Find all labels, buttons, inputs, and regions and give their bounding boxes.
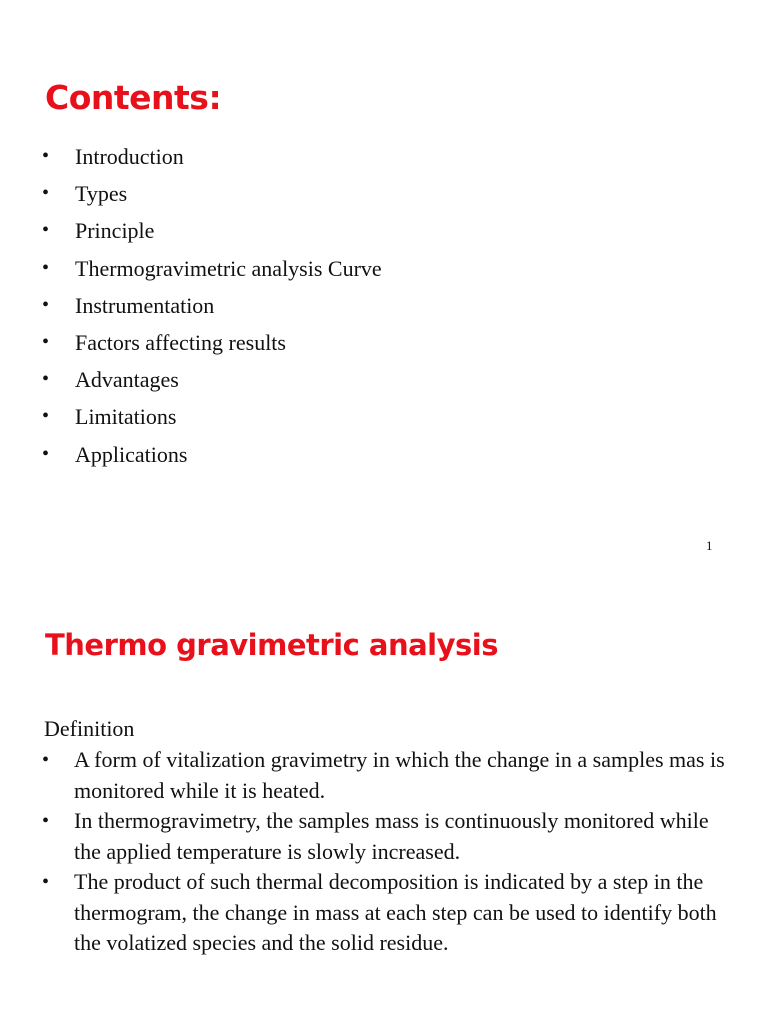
bullet-icon: •: [42, 442, 50, 465]
list-item: [40, 175, 382, 212]
list-item-text: A form of vitalization gravimetry in which the change in a samples mas is monitored while it is heated.: [74, 747, 725, 803]
bullet-icon: •: [42, 368, 50, 391]
contents-list: [40, 138, 382, 473]
bullet-icon: •: [42, 330, 50, 353]
page-number: 1: [706, 538, 713, 553]
list-item: [40, 436, 382, 473]
bullet-icon: •: [42, 810, 50, 832]
list-item-label: Advantages: [75, 367, 179, 393]
list-item: [40, 212, 382, 249]
list-item-label: Thermogravimetric analysis Curve: [75, 255, 382, 281]
list-item-label: Introduction: [75, 144, 184, 169]
list-item: [40, 250, 382, 287]
bullet-icon: •: [42, 219, 50, 242]
list-item: [40, 324, 382, 361]
list-item: [40, 745, 730, 806]
list-item: [40, 806, 730, 867]
slide-title: Contents:: [45, 78, 222, 117]
slide-title: Thermo gravimetric analysis: [45, 628, 498, 662]
slide-tga-definition: [0, 590, 768, 1024]
definition-points: [40, 745, 730, 959]
bullet-icon: •: [42, 182, 50, 205]
list-item-label: Principle: [75, 218, 155, 244]
list-item-label: Instrumentation: [75, 292, 215, 318]
list-item-text: In thermogravimetry, the samples mass is continuously monitored while the applied temperature is slowly increased.: [74, 808, 709, 864]
definition-label: Definition: [44, 716, 135, 741]
bullet-icon: •: [42, 256, 50, 279]
bullet-icon: •: [42, 405, 50, 428]
bullet-icon: •: [42, 145, 50, 167]
bullet-icon: •: [42, 293, 50, 316]
bullet-icon: •: [42, 871, 50, 893]
list-item: [40, 361, 382, 398]
list-item-label: Types: [75, 181, 128, 207]
list-item: [40, 138, 382, 175]
list-item: [40, 398, 382, 435]
list-item-text: The product of such thermal decomposition is indicated by a step in the thermogram, the change in mass at each step can be used to identify both the volatized species and the solid residue.: [74, 869, 717, 955]
list-item-label: Applications: [75, 441, 188, 467]
bullet-icon: •: [42, 749, 50, 771]
list-item: [40, 867, 730, 959]
list-item: [40, 287, 382, 324]
list-item-label: Factors affecting results: [75, 329, 286, 355]
list-item-label: Limitations: [75, 404, 177, 430]
